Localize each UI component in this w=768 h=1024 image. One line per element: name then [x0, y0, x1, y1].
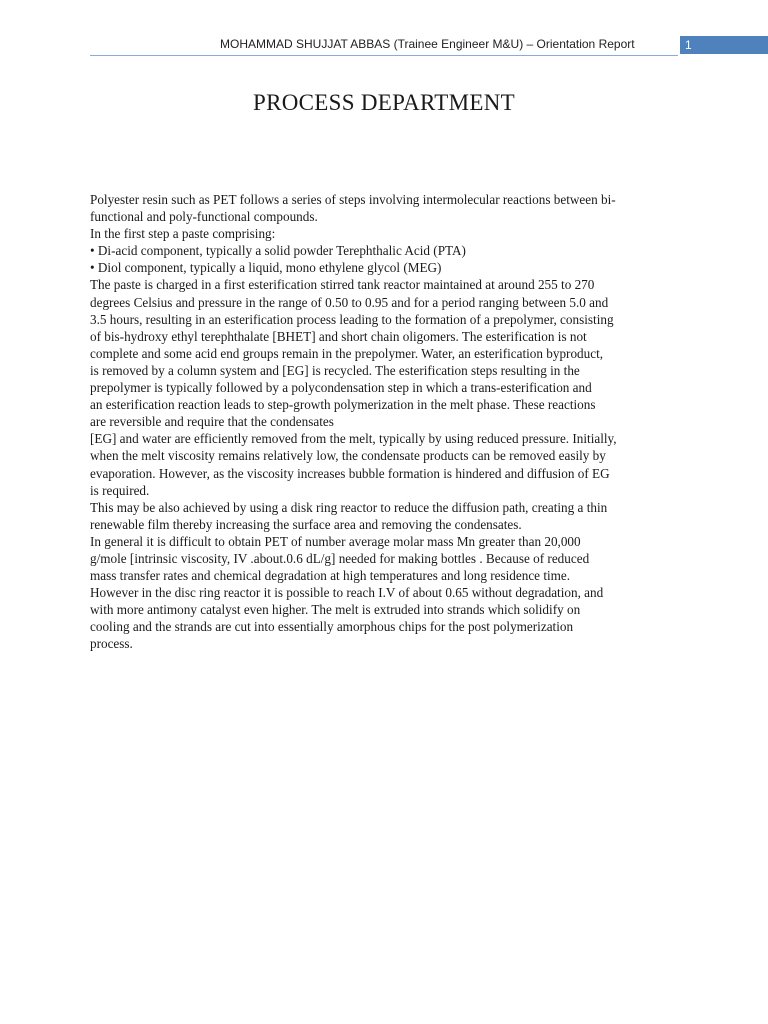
text-line: with more antimony catalyst even higher. The melt is extruded into strands which solidify on — [90, 602, 581, 618]
text-line: [EG] and water are efficiently removed from the melt, typically by using reduced pressure. Initially, — [90, 431, 617, 447]
text-line: cooling and the strands are cut into essentially amorphous chips for the post polymerization — [90, 619, 574, 635]
page-number-badge: 1 — [680, 36, 768, 54]
text-line: The paste is charged in a first esterification stirred tank reactor maintained at around 255 to 270 — [90, 277, 595, 293]
text-line: functional and poly-functional compounds. — [90, 209, 318, 225]
text-line: is removed by a column system and [EG] is recycled. The esterification steps resulting in the — [90, 362, 580, 378]
text-line: when the melt viscosity remains relatively low, the condensate products can be removed easily by — [90, 448, 606, 464]
text-line: process. — [90, 636, 133, 652]
text-line: prepolymer is typically followed by a polycondensation step in which a trans-esterification and — [90, 380, 592, 396]
text-line: of bis-hydroxy ethyl terephthalate [BHET] and short chain oligomers. The esterification is not — [90, 328, 587, 344]
text-line: Polyester resin such as PET follows a series of steps involving intermolecular reactions between bi- — [90, 192, 616, 207]
page-title: PROCESS DEPARTMENT — [253, 90, 515, 115]
header-rule — [90, 55, 678, 56]
text-line: In general it is difficult to obtain PET of number average molar mass Mn greater than 20,000 — [90, 533, 581, 549]
text-line: are reversible and require that the condensates — [90, 414, 334, 430]
text-line: complete and some acid end groups remain in the prepolymer. Water, an esterification byproduct, — [90, 345, 604, 361]
text-line: However in the disc ring reactor it is possible to reach I.V of about 0.65 without degradation, and — [90, 585, 604, 601]
bullet-item: • Diol component, typically a liquid, mono ethylene glycol (MEG) — [90, 260, 442, 276]
text-line: g/mole [intrinsic viscosity, IV .about.0.6 dL/g] needed for making bottles . Because of reduced — [90, 550, 590, 566]
text-line: This may be also achieved by using a disk ring reactor to reduce the diffusion path, creating a thin — [90, 499, 608, 515]
body-text — [90, 191, 680, 653]
text-line: renewable film thereby increasing the surface area and removing the condensates. — [90, 516, 522, 532]
text-line: an esterification reaction leads to step-growth polymerization in the melt phase. These reactions — [90, 397, 596, 413]
text-line: is required. — [90, 482, 150, 498]
running-header: MOHAMMAD SHUJJAT ABBAS (Trainee Engineer M&U) – Orientation Report — [220, 37, 635, 51]
bullet-item: • Di-acid component, typically a solid powder Terephthalic Acid (PTA) — [90, 243, 466, 259]
text-line: In the first step a paste comprising: — [90, 226, 276, 242]
text-line: 3.5 hours, resulting in an esterification process leading to the formation of a prepolymer, consisting — [90, 311, 614, 327]
text-line: evaporation. However, as the viscosity increases bubble formation is hindered and diffusion of EG — [90, 465, 610, 481]
text-line: mass transfer rates and chemical degradation at high temperatures and long residence time. — [90, 568, 571, 584]
text-line: degrees Celsius and pressure in the range of 0.50 to 0.95 and for a period ranging between 5.0 and — [90, 294, 609, 310]
